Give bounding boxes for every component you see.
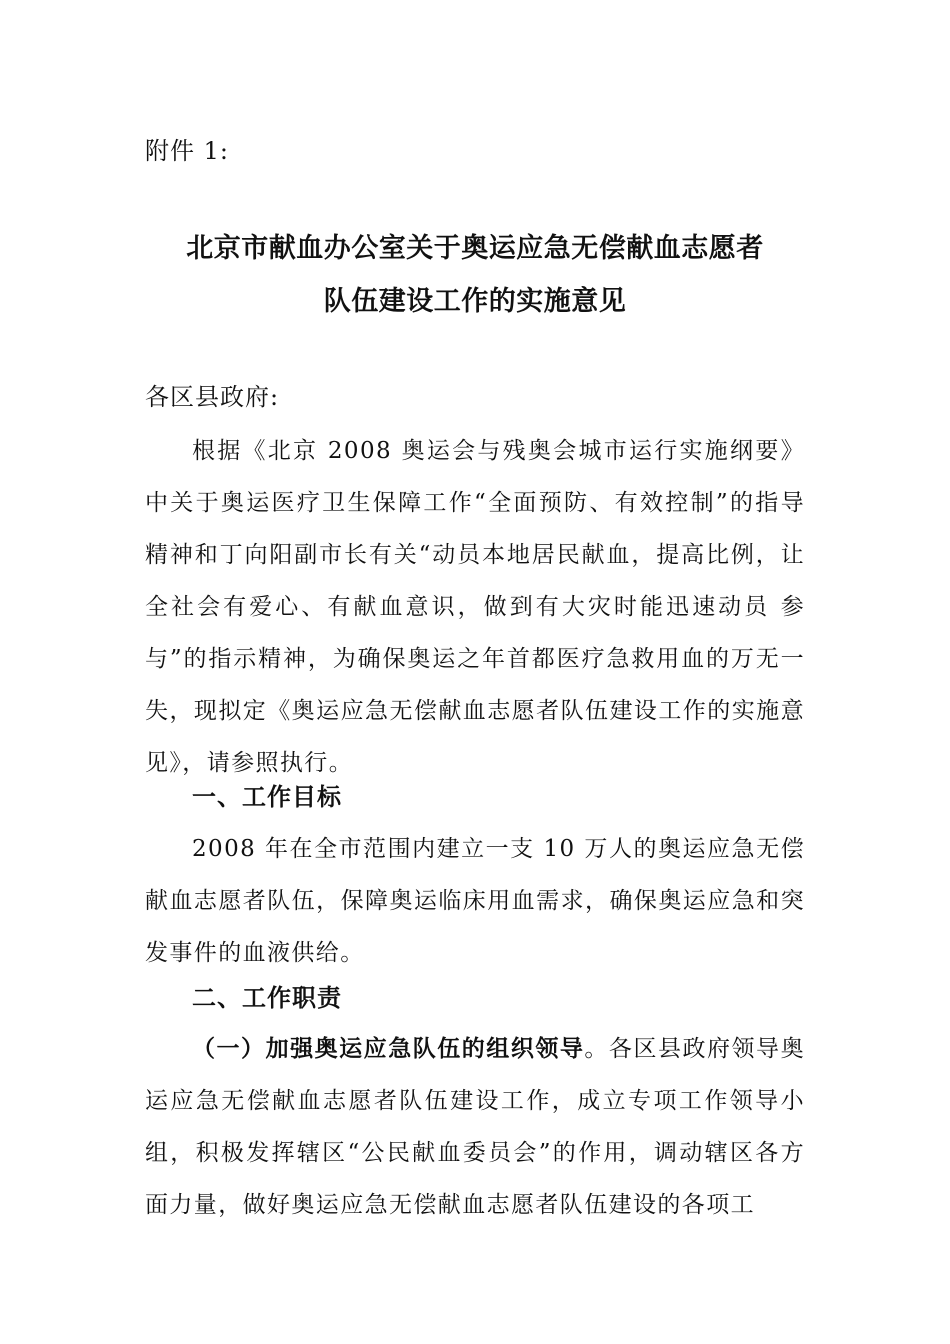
paragraph-intro: 根据《北京 2008 奥运会与残奥会城市运行实施纲要》中关于奥运医疗卫生保障工作“全面预防、有效控制”的指导精神和丁向阳副市长有关“动员本地居民献血，提高比例，让全社会有爱心、有献血意识，做到有大灾时能迅速动员 参与”的指示精神，为确保奥运之年首都医疗急救用血的万无一失，现拟定《奥运应急无偿献血志愿者队伍建设工作的实施意见》，请参照执行。 [145, 438, 805, 776]
document-title-line-2: 队伍建设工作的实施意见 [323, 286, 627, 317]
section-heading-duties: 二、工作职责 [192, 983, 342, 1012]
paragraph-duties-body: 。各区县政府领导奥运应急无偿献血志愿者队伍建设工作，成立专项工作领导小组，积极发挥辖区“公民献血委员会”的作用，调动辖区各方面力量，做好奥运应急无偿献血志愿者队伍建设的各项工 [145, 1036, 805, 1218]
paragraph-duties-lead: （一）加强奥运应急队伍的组织领导 [192, 1035, 585, 1062]
salutation: 各区县政府: [145, 383, 280, 411]
paragraph-goals: 2008 年在全市范围内建立一支 10 万人的奥运应急无偿献血志愿者队伍，保障奥运临床用血需求，确保奥运应急和突发事件的血液供给。 [145, 836, 805, 966]
document-title-line-1: 北京市献血办公室关于奥运应急无偿献血志愿者 [186, 233, 764, 264]
section-heading-goals: 一、工作目标 [192, 782, 342, 811]
attachment-label: 附件 1: [145, 137, 229, 165]
paragraph-duties [145, 1023, 805, 1231]
